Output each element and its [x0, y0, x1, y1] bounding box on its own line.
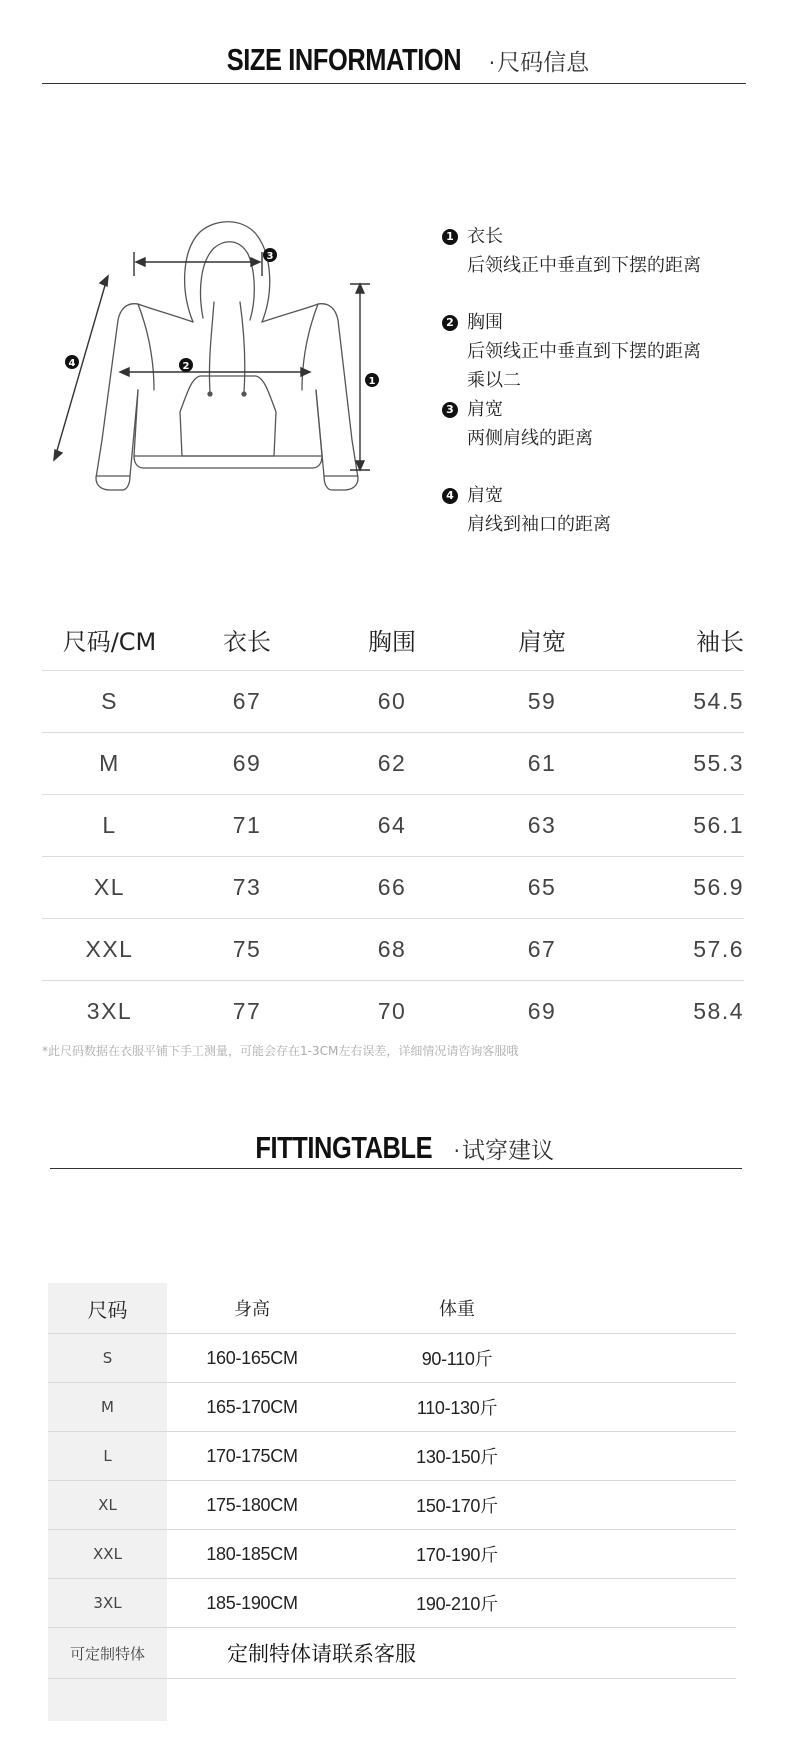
svg-text:4: 4: [68, 358, 76, 369]
custom-fit-text: 定制特体请联系客服: [227, 1642, 416, 1666]
cell-sleeve: 56.1: [693, 812, 744, 838]
cell-shoulder: 67: [527, 936, 557, 962]
size-info-title-sep: ·: [488, 51, 496, 75]
legend-badge: 2: [442, 315, 458, 331]
table-row: [42, 856, 744, 918]
cell-chest: 60: [377, 688, 407, 714]
cell-weight: 170-190斤: [416, 1545, 498, 1565]
table-row: [42, 980, 744, 1042]
legend-desc: 后领线正中垂直到下摆的距离: [467, 341, 701, 362]
legend-item-shoulder: [442, 395, 762, 453]
header-sleeve: 袖长: [696, 627, 744, 656]
cell-size: 3XL: [86, 998, 133, 1024]
header-length: 衣长: [223, 627, 271, 656]
cell-shoulder: 59: [527, 688, 557, 714]
diagram-marker-1: [365, 373, 379, 387]
legend-name: 胸围: [467, 312, 503, 333]
legend-item-length: [442, 222, 762, 280]
size-table-header: [42, 608, 744, 670]
diagram-marker-2: [179, 358, 193, 372]
cell-size: M: [99, 750, 120, 776]
table-row: [48, 1529, 736, 1578]
header-weight: 体重: [439, 1299, 475, 1320]
cell-length: 73: [232, 874, 262, 900]
cell-length: 71: [232, 812, 262, 838]
legend-item-sleeve: [442, 481, 762, 539]
legend-item-chest: [442, 308, 762, 395]
fitting-divider: [50, 1168, 742, 1169]
header-shoulder: 肩宽: [518, 627, 566, 656]
diagram-marker-3: [263, 248, 277, 262]
size-info-title: [0, 42, 790, 78]
legend-name: 肩宽: [467, 485, 503, 506]
cell-size: XL: [98, 1496, 117, 1514]
cell-size: L: [102, 812, 117, 838]
cell-sleeve: 56.9: [693, 874, 744, 900]
cell-chest: 68: [377, 936, 407, 962]
table-row: [48, 1382, 736, 1431]
cell-shoulder: 63: [527, 812, 557, 838]
cell-height: 165-170CM: [206, 1396, 298, 1417]
cell-weight: 130-150斤: [416, 1447, 498, 1467]
header-size: 尺码/CM: [62, 627, 157, 656]
fitting-title-en: FITTINGTABLE: [255, 1130, 433, 1165]
fitting-table: [48, 1283, 736, 1679]
diagram-marker-4: [65, 355, 79, 369]
table-row: [48, 1431, 736, 1480]
legend-name: 衣长: [467, 226, 503, 247]
cell-chest: 64: [377, 812, 407, 838]
cell-length: 77: [232, 998, 262, 1024]
cell-length: 75: [232, 936, 262, 962]
cell-weight: 90-110斤: [421, 1349, 493, 1369]
cell-length: 69: [232, 750, 262, 776]
cell-size: 3XL: [93, 1594, 122, 1612]
fitting-title-zh: 试穿建议: [461, 1138, 554, 1164]
header-chest: 胸围: [368, 627, 416, 656]
cell-chest: 62: [377, 750, 407, 776]
cell-sleeve: 54.5: [693, 688, 744, 714]
measurement-legend: [442, 222, 762, 539]
svg-text:2: 2: [182, 361, 190, 372]
cell-height: 175-180CM: [206, 1494, 298, 1515]
cell-size: XXL: [93, 1545, 122, 1563]
fitting-table-header: [48, 1283, 736, 1333]
cell-sleeve: 58.4: [693, 998, 744, 1024]
cell-shoulder: 69: [527, 998, 557, 1024]
table-row: [42, 918, 744, 980]
svg-text:1: 1: [368, 376, 376, 387]
cell-size: L: [103, 1447, 112, 1465]
legend-desc: 后领线正中垂直到下摆的距离: [467, 255, 701, 276]
cell-sleeve: 55.3: [693, 750, 744, 776]
legend-desc: 乘以二: [467, 370, 521, 391]
size-table: [42, 608, 744, 1042]
cell-size: M: [101, 1398, 114, 1416]
hoodie-measurement-diagram: [30, 210, 410, 550]
custom-fit-label: 可定制特体: [69, 1644, 145, 1663]
legend-badge: 3: [442, 402, 458, 418]
cell-size: XXL: [85, 936, 134, 962]
cell-chest: 66: [377, 874, 407, 900]
cell-weight: 190-210斤: [416, 1594, 498, 1614]
table-row: [42, 670, 744, 732]
cell-size: S: [101, 688, 118, 714]
fitting-table-title: [0, 1130, 790, 1166]
cell-length: 67: [232, 688, 262, 714]
table-row: [42, 732, 744, 794]
custom-fit-row: [48, 1627, 736, 1679]
cell-sleeve: 57.6: [693, 936, 744, 962]
legend-desc: 两侧肩线的距离: [467, 428, 593, 449]
cell-height: 185-190CM: [206, 1592, 298, 1613]
cell-weight: 110-130斤: [416, 1398, 498, 1418]
cell-chest: 70: [377, 998, 407, 1024]
cell-shoulder: 61: [527, 750, 557, 776]
cell-size: S: [102, 1349, 113, 1367]
fitting-title-sep: ·: [453, 1139, 460, 1163]
header-size: 尺码: [87, 1297, 128, 1322]
cell-shoulder: 65: [527, 874, 557, 900]
table-row: [42, 794, 744, 856]
table-row: [48, 1480, 736, 1529]
table-row: [48, 1578, 736, 1627]
header-height: 身高: [234, 1299, 270, 1320]
svg-text:3: 3: [266, 251, 274, 262]
cell-height: 160-165CM: [206, 1347, 298, 1368]
cell-height: 170-175CM: [206, 1445, 298, 1466]
measurement-note: *此尺码数据在衣服平铺下手工测量，可能会存在1-3CM左右误差，详细情况请咨询客服哦: [42, 1044, 519, 1058]
legend-badge: 4: [442, 488, 458, 504]
size-info-title-en: SIZE INFORMATION: [226, 42, 462, 77]
cell-height: 180-185CM: [206, 1543, 298, 1564]
size-info-title-zh: 尺码信息: [497, 50, 590, 76]
cell-size: XL: [93, 874, 126, 900]
cell-weight: 150-170斤: [416, 1496, 498, 1516]
legend-name: 肩宽: [467, 399, 503, 420]
table-row: [48, 1333, 736, 1382]
legend-badge: 1: [442, 229, 458, 245]
size-info-divider: [42, 83, 746, 84]
legend-desc: 肩线到袖口的距离: [467, 514, 611, 535]
